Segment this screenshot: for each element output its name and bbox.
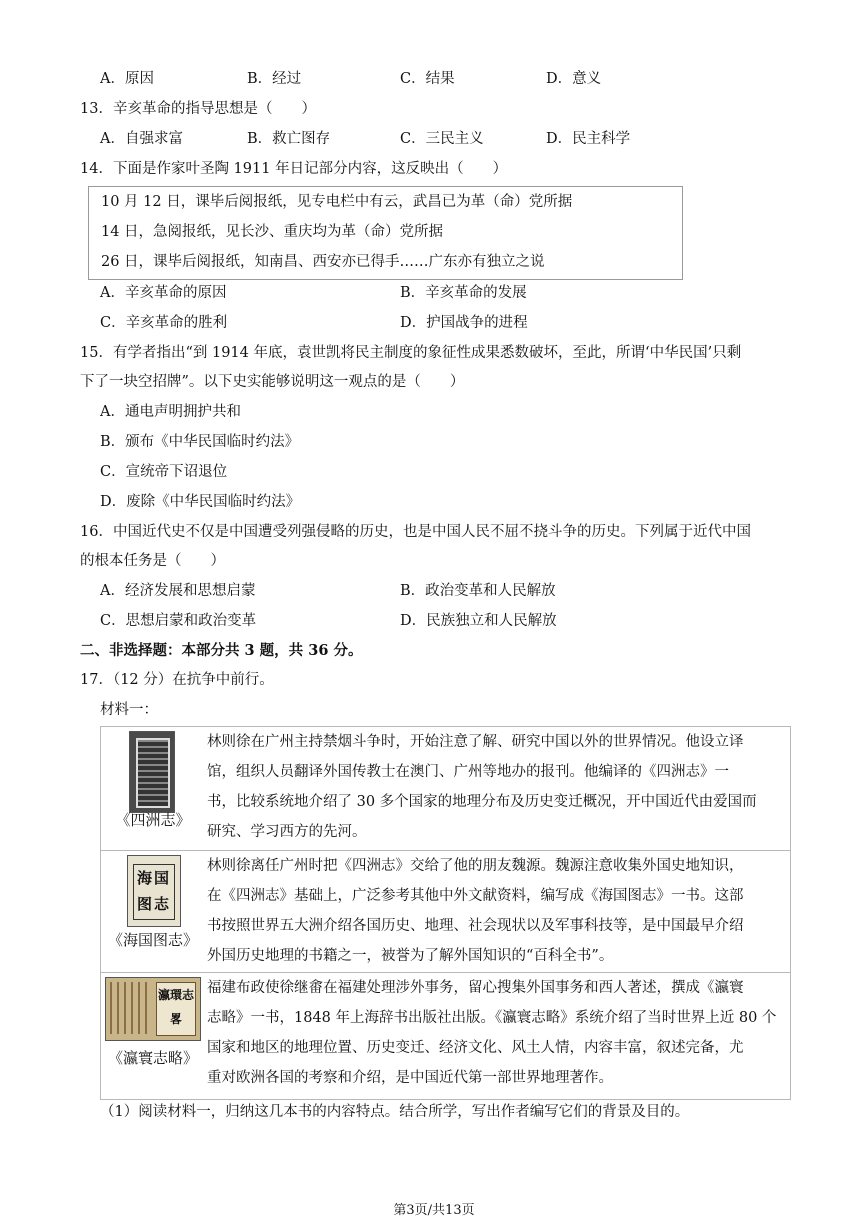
book-caption-sizhouzhi: 《四洲志》: [115, 811, 191, 829]
q14-option-d: D．护国战争的进程: [400, 315, 528, 331]
diary-line-1: 10 月 12 日，课毕后阅报纸，见专电栏中有云，武昌已为革（命）党所据: [101, 194, 573, 210]
q16-stem-line2: 的根本任务是（ ）: [80, 553, 225, 569]
q13-option-b: B．救亡图存: [247, 131, 331, 147]
q12-option-b: B．经过: [247, 71, 302, 87]
material-text-3: [207, 973, 787, 1093]
q15-option-c: C．宣统帝下诏退位: [100, 464, 228, 480]
q12-option-a: A．原因: [100, 71, 154, 87]
book-caption-haiguotuzhi: 《海国图志》: [107, 931, 198, 949]
q13-stem: 13．辛亥革命的指导思想是（ ）: [80, 101, 316, 117]
yinghuanzhilue-cover-title: 瀛環志畧: [156, 982, 196, 1036]
material-text-1: [207, 727, 787, 847]
material-2-line-1: 林则徐离任广州时把《四洲志》交给了他的朋友魏源。魏源注意收集外国史地知识，: [207, 858, 744, 874]
page-footer: 第3页/共13页: [393, 1203, 475, 1218]
q12-option-c: C．结果: [400, 71, 455, 87]
diary-box: [88, 186, 683, 280]
q16-option-d: D．民族独立和人民解放: [400, 613, 557, 629]
material-1-line-3: 书，比较系统地介绍了 30 多个国家的地理分布及历史变迁概况，开中国近代由爱国而: [207, 794, 757, 810]
q15-stem-line1: 15．有学者指出“到 1914 年底，袁世凯将民主制度的象征性成果悉数破坏，至此，所谓‘中华民国’只剩: [80, 345, 742, 361]
q14-stem: 14．下面是作家叶圣陶 1911 年日记部分内容，这反映出（ ）: [80, 161, 508, 177]
q14-option-b: B．辛亥革命的发展: [400, 285, 527, 301]
q13-option-a: A．自强求富: [100, 131, 183, 147]
q13-option-d: D．民主科学: [546, 131, 631, 147]
diary-line-2: 14 日，急阅报纸，见长沙、重庆均为革（命）党所据: [101, 224, 444, 240]
material-1-line-4: 研究、学习西方的先河。: [207, 824, 367, 840]
material-3-line-3: 国家和地区的地理位置、历史变迁、经济文化、风土人情，内容丰富，叙述完备，尤: [207, 1040, 744, 1056]
book-cover-sizhouzhi: [129, 731, 175, 813]
q16-option-b: B．政治变革和人民解放: [400, 583, 556, 599]
material-row-2: [101, 850, 790, 973]
q13-option-c: C．三民主义: [400, 131, 484, 147]
material-row-1: [101, 727, 790, 850]
q14-option-c: C．辛亥革命的胜利: [100, 315, 228, 331]
material-3-line-4: 重对欧洲各国的考察和介绍，是中国近代第一部世界地理著作。: [207, 1070, 613, 1086]
q16-stem-line1: 16．中国近代史不仅是中国遭受列强侵略的历史，也是中国人民不屈不挠斗争的历史。下列属于近代中国: [80, 524, 751, 540]
material-1-line-1: 林则徐在广州主持禁烟斗争时，开始注意了解、研究中国以外的世界情况。他设立译: [207, 734, 744, 750]
q15-option-b: B．颁布《中华民国临时约法》: [100, 434, 300, 450]
book-image-sizhouzhi: [101, 727, 205, 850]
q17-sub-question-1: （1）阅读材料一，归纳这几本书的内容特点。结合所学，写出作者编写它们的背景及目的。: [100, 1104, 690, 1120]
q15-option-d: D．废除《中华民国临时约法》: [100, 494, 301, 510]
q14-option-a: A．辛亥革命的原因: [100, 285, 227, 301]
book-cover-haiguotuzhi: [127, 855, 181, 927]
haiguotuzhi-cover-title: 海国图志: [133, 864, 175, 920]
material-2-line-3: 书按照世界五大洲介绍各国历史、地理、社会现状以及军事科技等，是中国最早介绍: [207, 918, 744, 934]
material-2-line-4: 外国历史地理的书籍之一，被誉为了解外国知识的“百科全书”。: [207, 948, 614, 964]
q16-option-a: A．经济发展和思想启蒙: [100, 583, 256, 599]
material-text-2: [207, 851, 787, 971]
diary-line-3: 26 日，课毕后阅报纸，知南昌、西安亦已得手……广东亦有独立之说: [101, 254, 545, 270]
book-image-haiguotuzhi: [101, 851, 205, 973]
material-3-line-2: 志略》一书，1848 年上海辞书出版社出版。《瀛寰志略》系统介绍了当时世界上近 80 个: [207, 1010, 777, 1026]
book-cover-yinghuanzhilue: [105, 977, 201, 1041]
book-image-yinghuanzhilue: [101, 973, 205, 1100]
material-label: 材料一：: [100, 702, 158, 718]
material-2-line-2: 在《四洲志》基础上，广泛参考其他中外文献资料，编写成《海国图志》一书。这部: [207, 888, 744, 904]
section-heading: 二、非选择题：本部分共 3 题，共 36 分。: [80, 642, 363, 659]
q15-option-a: A．通电声明拥护共和: [100, 404, 241, 420]
q16-option-c: C．思想启蒙和政治变革: [100, 613, 257, 629]
book-caption-yinghuanzhilue: 《瀛寰志略》: [107, 1049, 198, 1067]
q15-stem-line2: 下了一块空招牌”。以下史实能够说明这一观点的是（ ）: [80, 374, 465, 390]
material-table: [100, 726, 791, 1100]
material-1-line-2: 馆，组织人员翻译外国传教士在澳门、广州等地办的报刊。他编译的《四洲志》一: [207, 764, 729, 780]
q17-stem: 17．（12 分）在抗争中前行。: [80, 672, 274, 688]
material-3-line-1: 福建布政使徐继畬在福建处理涉外事务，留心搜集外国事务和西人著述，撰成《瀛寰: [207, 980, 744, 996]
q12-option-d: D．意义: [546, 71, 602, 87]
material-row-3: [101, 972, 790, 1100]
